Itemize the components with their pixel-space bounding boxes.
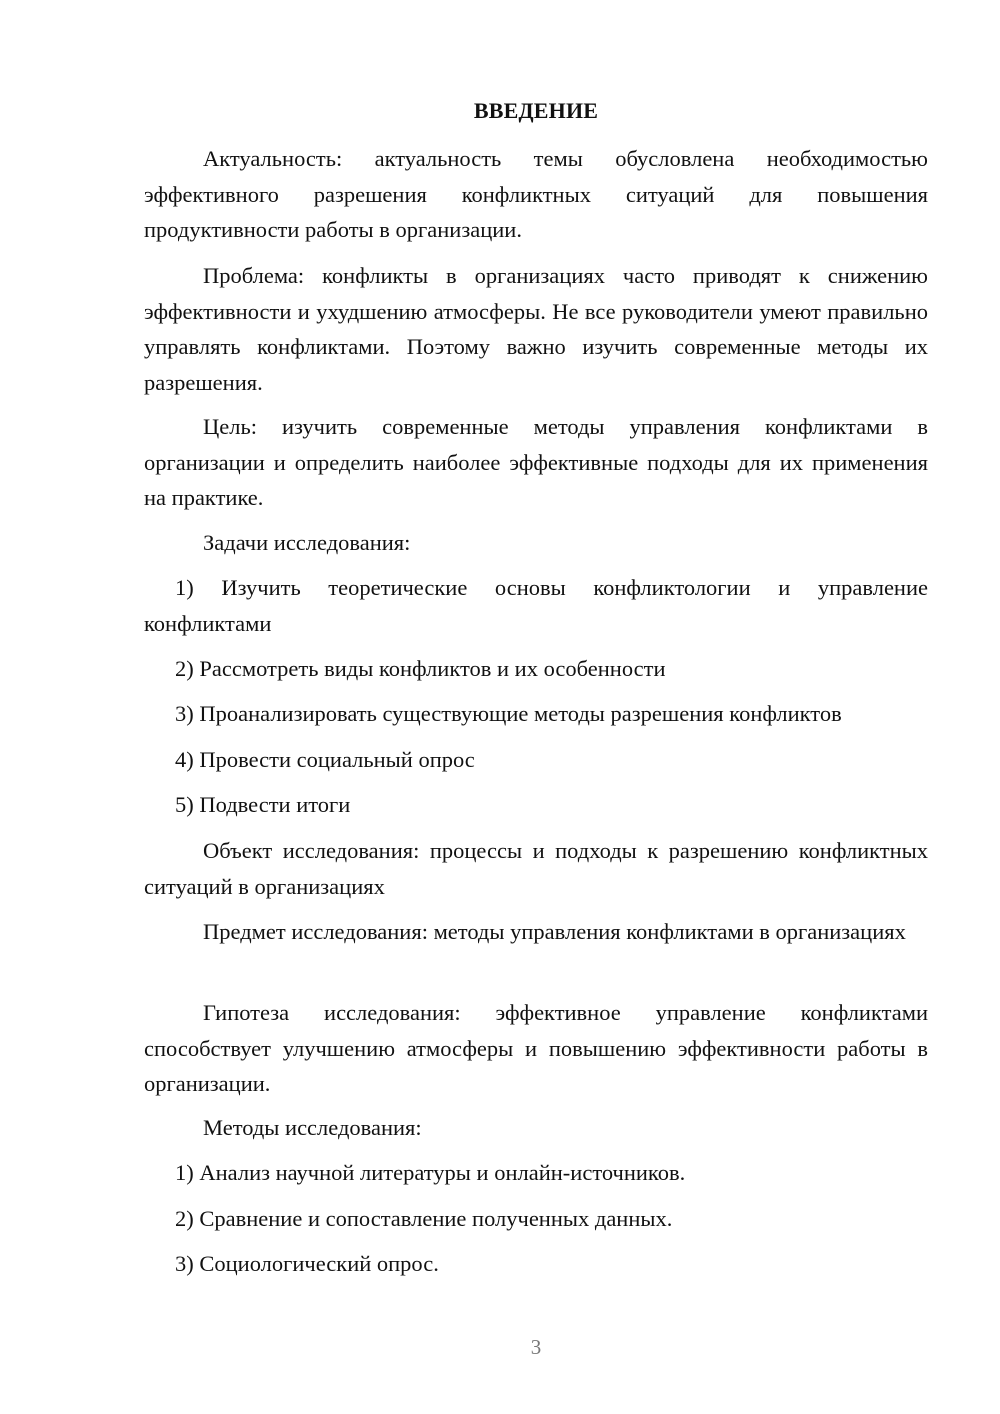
page-title: ВВЕДЕНИЕ bbox=[473, 98, 599, 123]
task-list-item: 5) Подвести итоги bbox=[175, 792, 351, 817]
goal-paragraph: Цель: изучить современные методы управления конфликтами в организации и определить наиболее эффективные подходы для их применения на практике. bbox=[144, 414, 928, 510]
hypothesis-paragraph: Гипотеза исследования: эффективное управление конфликтами способствует улучшению атмосферы и повышению эффективности работы в организации. bbox=[144, 1000, 928, 1096]
object-paragraph: Объект исследования: процессы и подходы к разрешению конфликтных ситуаций в организациях bbox=[144, 838, 928, 899]
problem-paragraph: Проблема: конфликты в организациях часто приводят к снижению эффективности и ухудшению атмосферы. Не все руководители умеют правильно управлять конфликтами. Поэтому важно изучить современные методы их разрешения. bbox=[144, 263, 928, 395]
task-list-item: 3) Проанализировать существующие методы разрешения конфликтов bbox=[175, 701, 842, 726]
methods-heading: Методы исследования: bbox=[203, 1115, 422, 1140]
task-list-item: 4) Провести социальный опрос bbox=[175, 747, 475, 772]
relevance-paragraph: Актуальность: актуальность темы обусловлена необходимостью эффективного разрешения конфликтных ситуаций для повышения продуктивности работы в организации. bbox=[144, 146, 928, 242]
page-number: 3 bbox=[530, 1335, 542, 1359]
task-list-item: 2) Рассмотреть виды конфликтов и их особенности bbox=[175, 656, 666, 681]
subject-paragraph: Предмет исследования: методы управления конфликтами в организациях bbox=[203, 919, 906, 944]
method-list-item: 1) Анализ научной литературы и онлайн-источников. bbox=[175, 1160, 686, 1185]
task-list-item: 1) Изучить теоретические основы конфликтологии и управление конфликтами bbox=[144, 575, 928, 636]
tasks-heading: Задачи исследования: bbox=[203, 530, 411, 555]
method-list-item: 2) Сравнение и сопоставление полученных данных. bbox=[175, 1206, 673, 1231]
method-list-item: 3) Социологический опрос. bbox=[175, 1251, 439, 1276]
